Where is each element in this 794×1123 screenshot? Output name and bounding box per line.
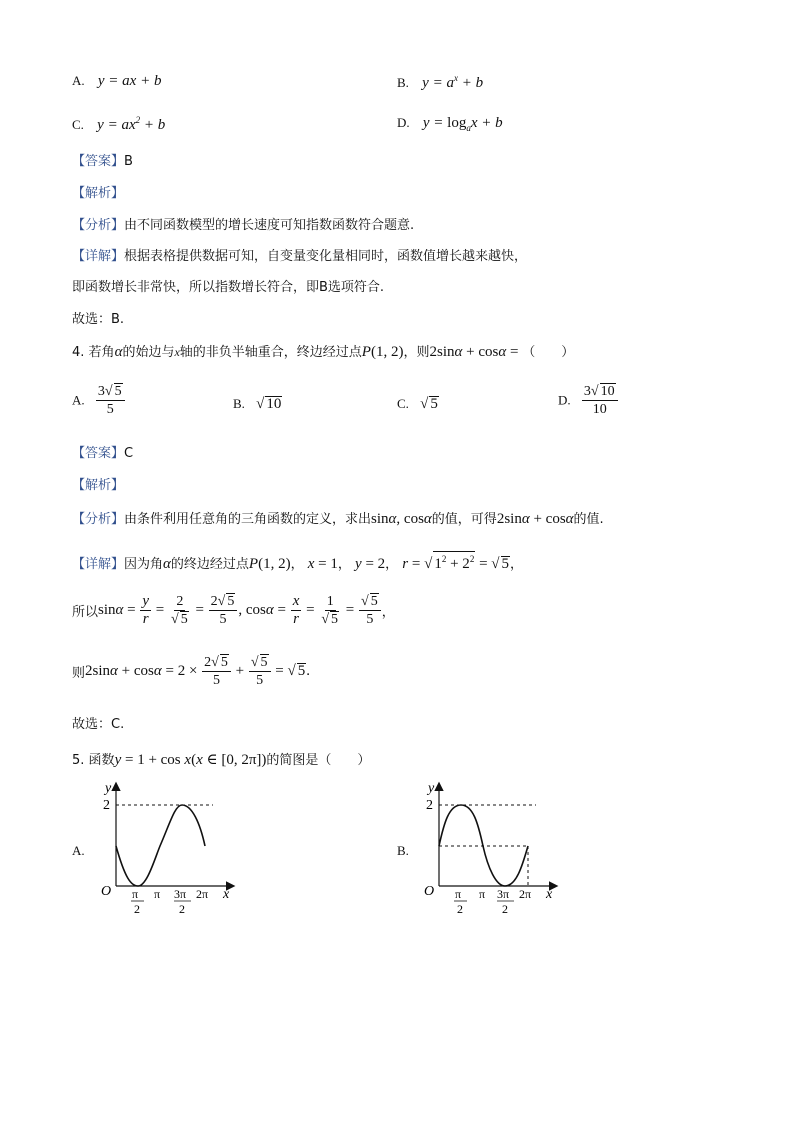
q3-fenxi: 【分析】由不同函数模型的增长速度可知指数函数符合题意.	[72, 218, 415, 233]
origin-label: O	[101, 884, 112, 899]
q4-answer: 【答案】C	[72, 446, 134, 461]
tick-3half-pi-den: 2	[179, 902, 185, 916]
q3-option-a-formula: y = ax + b	[97, 73, 162, 89]
q3-choose: 故选：B.	[72, 312, 125, 327]
q4-stem: 4. 若角α的始边与x轴的非负半轴重合，终边经过点P(1, 2)，则2sinα + cosα = （ ）	[72, 344, 575, 360]
q5-option-b-label: B.	[397, 843, 409, 858]
y-label: y	[428, 781, 435, 796]
q3-answer: 【答案】B	[72, 154, 133, 169]
tick-2pi: 2π	[519, 887, 532, 901]
q3-analysis-tag: 【解析】	[72, 186, 125, 201]
q3-option-d-formula: $y = \log_ax + b$	[422, 115, 503, 133]
q5-option-a-label: A.	[72, 843, 85, 858]
q3-option-c: C. $y = ax^2 + b$	[72, 115, 166, 133]
q4-fenxi: 【分析】由条件利用任意角的三角函数的定义，求出sinα, cosα的值，可得2sinα + cosα的值.	[72, 511, 604, 527]
q4-choose: 故选：C.	[72, 717, 125, 732]
q3-option-b: B. $y = a^x + b$	[397, 73, 484, 91]
q5-graph-b	[418, 778, 568, 928]
tick-3half-pi-num: 3π	[174, 887, 187, 901]
q4-analysis-tag: 【解析】	[72, 478, 125, 493]
q3-option-d: D. $y = \log_ax + b$	[397, 115, 503, 133]
x-label: x	[546, 887, 553, 902]
origin-label: O	[424, 884, 435, 899]
tick-3half-pi-num: 3π	[497, 887, 510, 901]
q4-option-d: D. $\frac{3√ 10}{10}$	[558, 383, 619, 418]
q3-detail-line1: 【详解】根据表格提供数据可知，自变量变化量相同时，函数值增长越来越快，	[72, 249, 528, 264]
y-tick-2: 2	[103, 798, 110, 813]
y-label: y	[105, 781, 112, 796]
q3-option-c-formula: $y = ax^2 + b$	[97, 115, 166, 133]
tick-half-pi-num: π	[132, 887, 139, 901]
x-label: x	[223, 887, 230, 902]
y-tick-2: 2	[426, 798, 433, 813]
q4-suoyi: 所以sinα = $\frac{y}{r}$ = $\frac{2}{√ 5}$ = $\frac{2√ 5}{5}$ , cosα = $\frac{x}{r}$ = $\frac{1}{√ 5}$ = $\frac{√ 5}{5}$ ，	[72, 593, 395, 627]
q4-option-b: B. √ 10	[233, 396, 282, 412]
q4-ze: 则2sinα + cosα = 2 × $\frac{2√ 5}{5}$ + $\frac{√ 5}{5}$ = √ 5.	[72, 655, 310, 688]
tick-half-pi-den: 2	[457, 902, 463, 916]
tick-half-pi-den: 2	[134, 902, 140, 916]
q4-option-c: C. √ 5	[397, 396, 438, 412]
curve	[116, 805, 205, 886]
q5-stem: 5. 函数y = 1 + cos x(x ∈ [0, 2π])的简图是（ ）	[72, 752, 371, 768]
tick-2pi: 2π	[196, 887, 209, 901]
tick-half-pi-num: π	[455, 887, 462, 901]
q3-option-a: A. y = ax + b	[72, 73, 162, 89]
tick-pi: π	[479, 887, 486, 901]
q3-option-b-formula: $y = a^x + b$	[422, 73, 484, 91]
q5-graph-a	[95, 778, 245, 928]
q3-detail-line2: 即函数增长非常快，所以指数增长符合，即B选项符合.	[72, 280, 385, 295]
tick-pi: π	[154, 887, 161, 901]
q4-option-a: A. $\frac{3√ 5}{5}$	[72, 383, 126, 418]
q4-detail: 【详解】因为角α的终边经过点P(1, 2)， x = 1， y = 2， r = √ $1^2 + 2^2$ = √ 5，	[72, 551, 523, 573]
tick-3half-pi-den: 2	[502, 902, 508, 916]
